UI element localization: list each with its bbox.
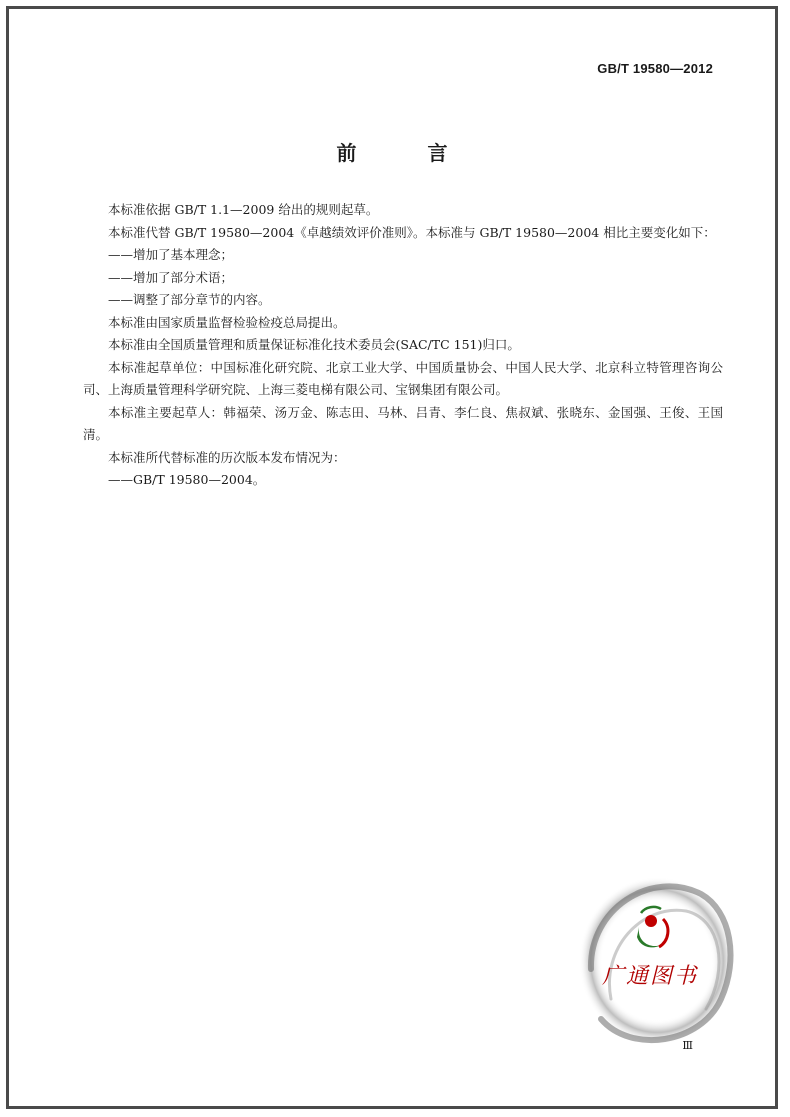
foreword-body bbox=[83, 199, 723, 492]
paragraph-replaces: 本标准代替 GB/T 19580—2004《卓越绩效评价准则》。本标准与 GB/T 19580—2004 相比主要变化如下： bbox=[108, 224, 716, 240]
change-item: ——调整了部分章节的内容。 bbox=[108, 292, 271, 307]
change-item: ——增加了部分术语； bbox=[108, 269, 234, 285]
watermark-stamp bbox=[571, 849, 739, 1059]
paragraph-under-jurisdiction: 本标准由全国质量管理和质量保证标准化技术委员会(SAC/TC 151)归口。 bbox=[108, 337, 520, 352]
page-number: Ⅲ bbox=[682, 1039, 693, 1052]
paragraph-proposed-by: 本标准由国家质量监督检验检疫总局提出。 bbox=[108, 314, 346, 330]
standard-number: GB/T 19580—2012 bbox=[597, 61, 713, 76]
page-title: 前 言 bbox=[336, 141, 480, 165]
paragraph-drafting-units: 本标准起草单位：中国标准化研究院、北京工业大学、中国质量协会、中国人民大学、北京科立特管理咨询公司、上海质量管理科学研究院、上海三菱电梯有限公司、宝钢集团有限公司。 bbox=[83, 359, 723, 397]
paragraph-drafting-rules: 本标准依据 GB/T 1.1—2009 给出的规则起草。 bbox=[108, 202, 379, 217]
previous-edition-item: ——GB/T 19580—2004。 bbox=[108, 472, 266, 487]
paragraph-drafters: 本标准主要起草人：韩福荣、汤万金、陈志田、马林、吕青、李仁良、焦叔斌、张晓东、金国强、王俊、王国清。 bbox=[83, 404, 723, 442]
watermark-text: 广通图书 bbox=[601, 964, 698, 989]
change-item: ——增加了基本理念； bbox=[108, 247, 234, 262]
paragraph-previous-editions: 本标准所代替标准的历次版本发布情况为： bbox=[108, 449, 346, 465]
document-page bbox=[6, 6, 778, 1109]
